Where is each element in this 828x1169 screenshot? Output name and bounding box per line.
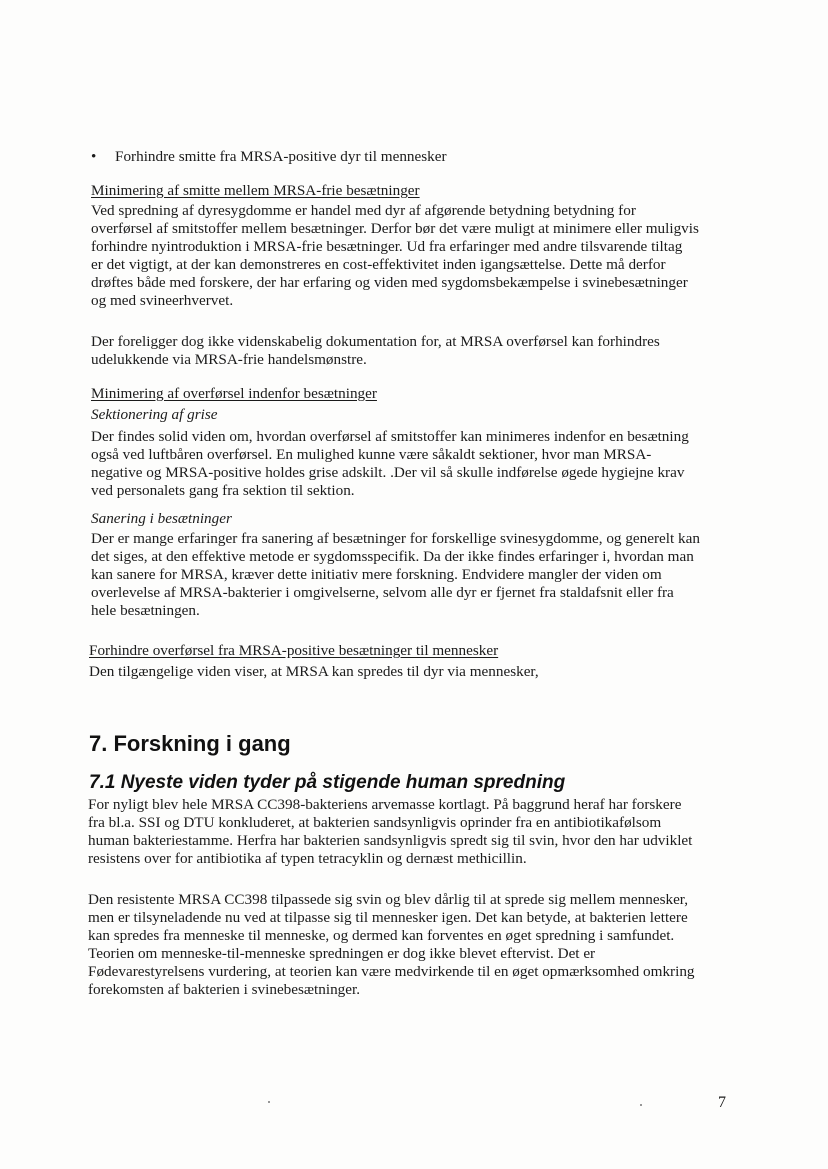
text-line: kan spredes fra menneske til menneske, og dermed kan forventes en øget spredning i samfundet. [88, 927, 675, 944]
scan-speck [268, 1101, 270, 1103]
text-line: forhindre nyintroduktion i MRSA-frie besætninger. Ud fra erfaringer med andre tilsvarende tiltag [91, 238, 683, 255]
section1-paragraph [91, 202, 791, 310]
text-line: er det vigtigt, at der kan demonstreres en cost-effektivitet inden igangsættelse. Dette må derfor [91, 256, 666, 273]
text-line: Der foreligger dog ikke videnskabelig dokumentation for, at MRSA overførsel kan forhindres [91, 333, 660, 350]
text-line: For nyligt blev hele MRSA CC398-bakteriens arvemasse kortlagt. På baggrund heraf har forskere [88, 796, 682, 813]
bullet-item [91, 148, 791, 166]
section3-paragraph [89, 663, 789, 681]
page-number: 7 [718, 1094, 726, 1111]
text-line: Fødevarestyrelsens vurdering, at teorien kan være medvirkende til en øget opmærksomhed omkring [88, 963, 695, 980]
text-line: negative og MRSA-positive holdes grise adskilt. .Der vil så skulle indførelse øgede hygiejne krav [91, 464, 685, 481]
text-line: forekomsten af bakterien i svinebesætninger. [88, 981, 361, 998]
text-line: Der er mange erfaringer fra sanering af besætninger for forskellige svinesygdomme, og generelt kan [91, 530, 700, 547]
text-line: ved personalets gang fra sektion til sektion. [91, 482, 355, 499]
chapter-title: 7. Forskning i gang [89, 731, 291, 756]
text-line: det siges, at den effektive metode er sygdomsspecifik. Da der ikke findes erfaringer i, hvordan man [91, 548, 694, 565]
text-line: fra bl.a. SSI og DTU konkluderet, at bakterien sandsynligvis oprinder fra en antibiotikafølsom [88, 814, 662, 831]
chapter-subtitle: 7.1 Nyeste viden tyder på stigende human spredning [89, 772, 566, 793]
bullet-text: Forhindre smitte fra MRSA-positive dyr til mennesker [115, 148, 447, 165]
text-line: kan sanere for MRSA, kræver dette initiativ mere forskning. Endvidere mangler der viden om [91, 566, 662, 583]
text-line: også ved luftbåren overførsel. En mulighed kunne være såkaldt sektioner, hvor man MRSA- [91, 446, 652, 463]
text-line: hele besætningen. [91, 602, 200, 619]
section-heading-forhindre-overforsel: Forhindre overførsel fra MRSA-positive besætninger til mennesker [89, 642, 499, 659]
section1-paragraph-2 [91, 333, 791, 369]
sektionering-paragraph [91, 428, 791, 500]
text-line: Der findes solid viden om, hvordan overførsel af smitstoffer kan minimeres indenfor en besætning [91, 428, 689, 445]
text-line: Teorien om menneske-til-menneske spredningen er dog ikke blevet eftervist. Det er [88, 945, 596, 962]
text-line: og med svineerhvervet. [91, 292, 234, 309]
text-line: human bakteriestamme. Herfra har bakterien sandsynligvis spredt sig til svin, hvor den har udviklet [88, 832, 693, 849]
subheading-sektionering: Sektionering af grise [91, 406, 218, 423]
section-heading-minimering-smitte: Minimering af smitte mellem MRSA-frie besætninger [91, 182, 420, 199]
text-line: Den resistente MRSA CC398 tilpassede sig svin og blev dårlig til at sprede sig mellem mennesker, [88, 891, 689, 908]
text-line: overførsel af smitstoffer mellem besætninger. Derfor bør det være muligt at minimere eller muligvis [91, 220, 699, 237]
text-line: overlevelse af MRSA-bakterier i omgivelserne, selvom alle dyr er fjernet fra staldafsnit eller fra [91, 584, 674, 601]
text-line: Den tilgængelige viden viser, at MRSA kan spredes til dyr via mennesker, [89, 663, 539, 680]
text-line: Ved spredning af dyresygdomme er handel med dyr af afgørende betydning betydning for [91, 202, 636, 219]
text-line: drøftes både med forskere, der har erfaring og viden med sygdomsbekæmpelse i svinebesætninger [91, 274, 688, 291]
section-heading-minimering-overforsel: Minimering af overførsel indenfor besætninger [91, 385, 377, 402]
bullet-dot-icon: • [91, 148, 97, 165]
sanering-paragraph [91, 530, 791, 620]
subheading-sanering: Sanering i besætninger [91, 510, 232, 527]
chapter-paragraph-2 [88, 891, 798, 999]
text-line: resistens over for antibiotika af typen tetracyklin og dernæst methicillin. [88, 850, 527, 867]
chapter-paragraph-1 [88, 796, 798, 868]
text-line: men er tilsyneladende nu ved at tilpasse sig til mennesker igen. Det kan betyde, at bakterien lettere [88, 909, 688, 926]
text-line: udelukkende via MRSA-frie handelsmønstre. [91, 351, 367, 368]
scan-speck [640, 1104, 642, 1106]
